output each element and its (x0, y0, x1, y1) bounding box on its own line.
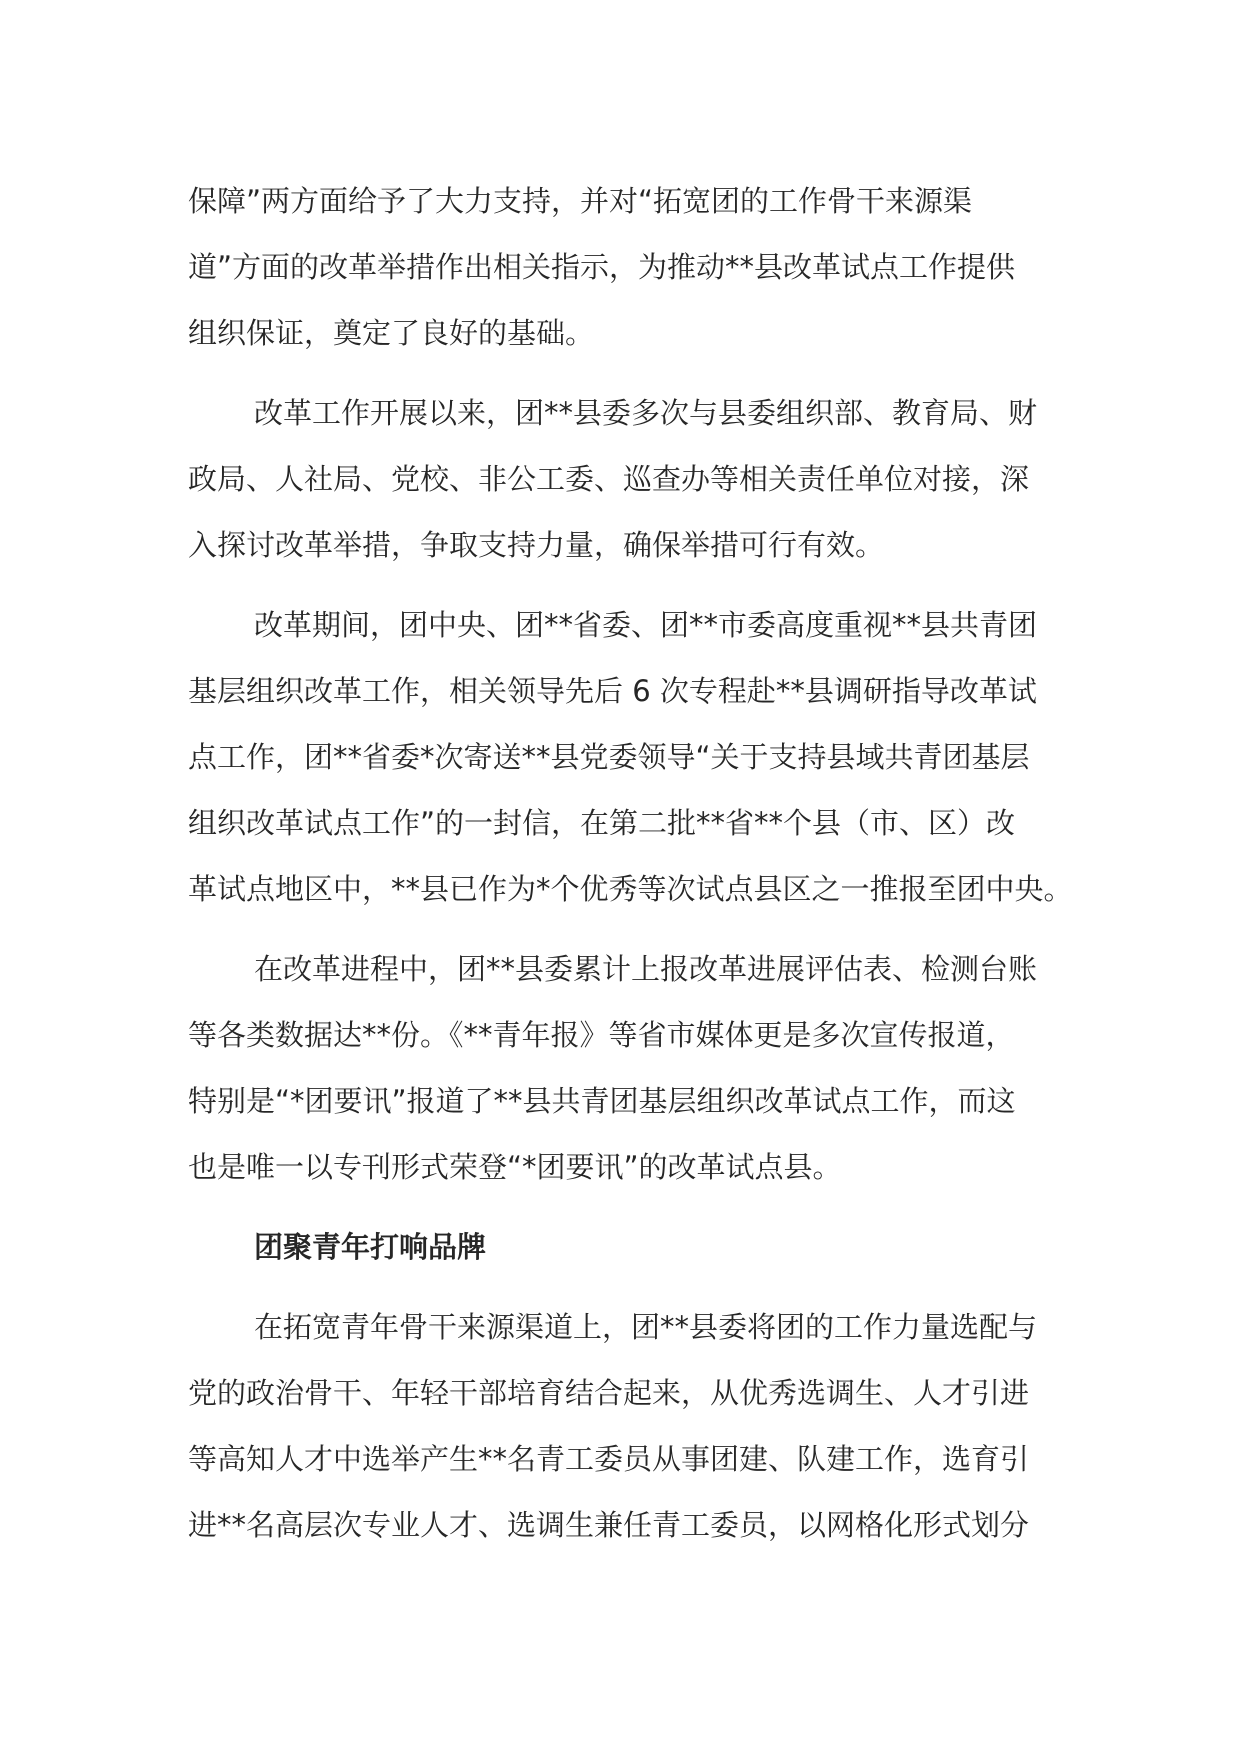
text-line: 进**名高层次专业人才、选调生兼任青工委员，以网格化形式划分 (188, 1508, 1030, 1542)
heading-text: 团聚青年打响品牌 (254, 1230, 487, 1264)
text-line: 特别是“*团要讯”报道了**县共青团基层组织改革试点工作，而这 (188, 1084, 1016, 1118)
paragraph (188, 592, 1073, 922)
paragraph-spacer (188, 922, 1068, 936)
text-line: 保障”两方面给予了大力支持，并对“拓宽团的工作骨干来源渠 (188, 184, 973, 218)
text-line: 入探讨改革举措，争取支持力量，确保举措可行有效。 (188, 528, 885, 562)
text-line: 政局、人社局、党校、非公工委、巡查办等相关责任单位对接，深 (188, 462, 1030, 496)
text-line: 革试点地区中，**县已作为*个优秀等次试点县区之一推报至团中央。 (188, 872, 1073, 906)
text-line: 组织改革试点工作”的一封信，在第二批**省**个县（市、区）改 (188, 806, 1016, 840)
paragraph-spacer (188, 578, 1068, 592)
paragraph-spacer (188, 1200, 1068, 1214)
paragraph (188, 936, 1068, 1200)
text-line: 改革期间，团中央、团**省委、团**市委高度重视**县共青团 (254, 608, 1038, 642)
text-line: 等各类数据达**份。《**青年报》等省市媒体更是多次宣传报道， (188, 1018, 1015, 1052)
text-line: 基层组织改革工作，相关领导先后 6 次专程赴**县调研指导改革试 (188, 674, 1037, 708)
paragraph (188, 380, 1068, 578)
text-line: 党的政治骨干、年轻干部培育结合起来，从优秀选调生、人才引进 (188, 1376, 1030, 1410)
document-body (188, 168, 1073, 1558)
text-line: 在拓宽青年骨干来源渠道上，团**县委将团的工作力量选配与 (254, 1310, 1038, 1344)
text-line: 改革工作开展以来，团**县委多次与县委组织部、教育局、财 (254, 396, 1038, 430)
paragraph (188, 1294, 1068, 1558)
text-line: 也是唯一以专刊形式荣登“*团要讯”的改革试点县。 (188, 1150, 842, 1184)
paragraph-spacer (188, 366, 1068, 380)
text-line: 在改革进程中，团**县委累计上报改革进展评估表、检测台账 (254, 952, 1038, 986)
text-line: 等高知人才中选举产生**名青工委员从事团建、队建工作，选育引 (188, 1442, 1030, 1476)
paragraph-spacer (188, 1280, 1068, 1294)
text-line: 点工作，团**省委*次寄送**县党委领导“关于支持县域共青团基层 (188, 740, 1030, 774)
text-line: 组织保证，奠定了良好的基础。 (188, 316, 595, 350)
section-heading (188, 1214, 1068, 1280)
text-line: 道”方面的改革举措作出相关指示，为推动**县改革试点工作提供 (188, 250, 1016, 284)
paragraph (188, 168, 1068, 366)
